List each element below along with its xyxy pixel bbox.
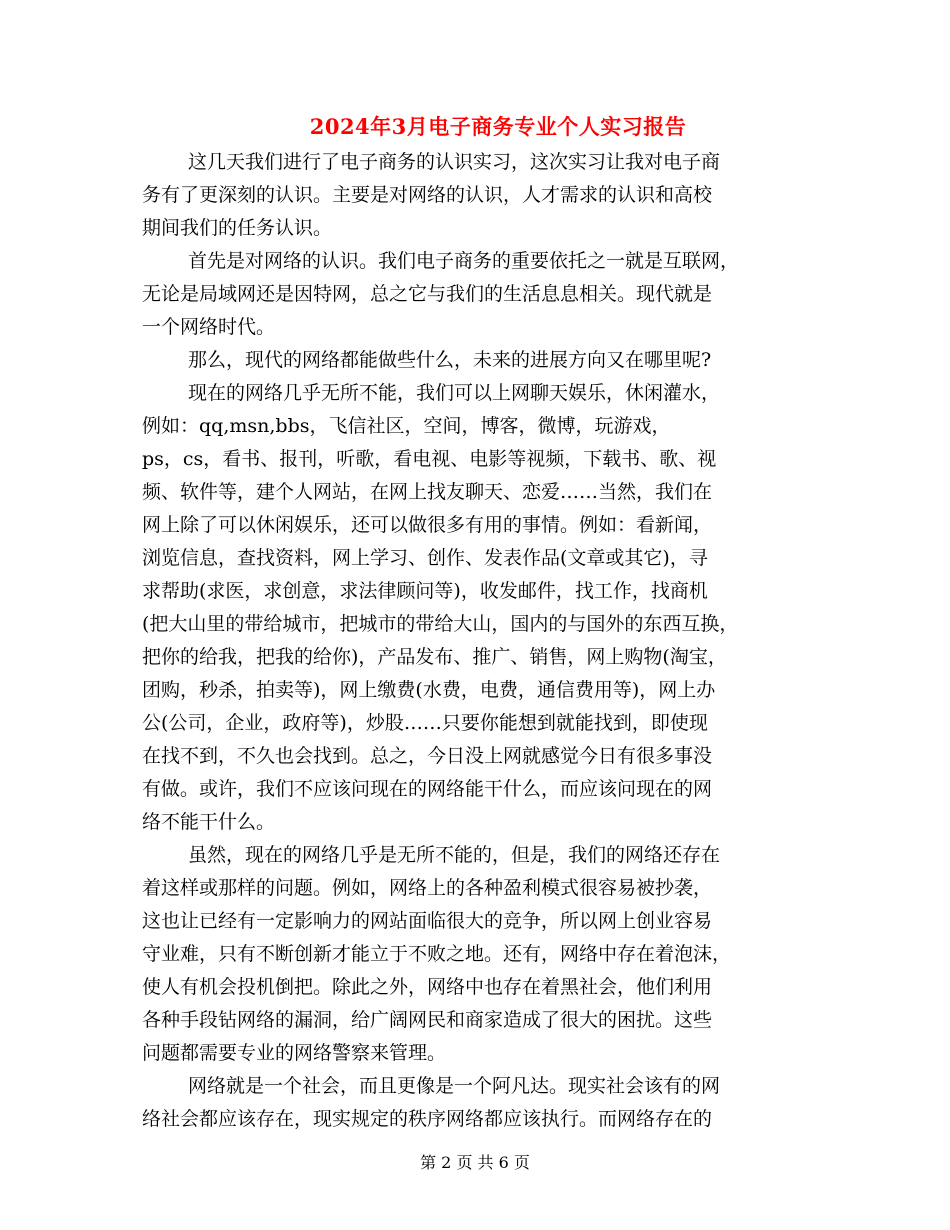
paragraph-line: 首先是对网络的认识。我们电子商务的重要依托之一就是互联网， <box>188 250 740 272</box>
paragraph-line: 期间我们的任务认识。 <box>142 217 333 239</box>
paragraph-line: 守业难，只有不断创新才能立于不败之地。还有，网络中存在着泡沫， <box>142 943 732 965</box>
paragraph-line: 着这样或那样的问题。例如，网络上的各种盈利模式很容易被抄袭， <box>142 877 713 899</box>
paragraph-line: 问题都需要专业的网络警察来管理。 <box>142 1042 447 1064</box>
page-number-footer: 第 2 页 共 6 页 <box>420 1153 530 1172</box>
paragraph-line: 公(公司，企业，政府等)，炒股……只要你能想到就能找到，即使现 <box>142 712 708 734</box>
paragraph-line: 现在的网络几乎无所不能，我们可以上网聊天娱乐，休闲灌水， <box>188 382 721 404</box>
paragraph-line: 一个网络时代。 <box>142 316 276 338</box>
paragraph-line: 各种手段钻网络的漏洞，给广阔网民和商家造成了很大的困扰。这些 <box>142 1009 713 1031</box>
paragraph-line: 把你的给我，把我的给你)，产品发布、推广、销售，网上购物(淘宝， <box>142 646 727 668</box>
paragraph-line: 团购，秒杀，拍卖等)，网上缴费(水费，电费，通信费用等)，网上办 <box>142 679 716 701</box>
paragraph-line: 例如：qq,msn,bbs，飞信社区，空间，博客，微博，玩游戏， <box>142 415 671 437</box>
paragraph-line: 务有了更深刻的认识。主要是对网络的认识，人才需求的认识和高校 <box>142 184 713 206</box>
paragraph-line: 那么，现代的网络都能做些什么，未来的进展方向又在哪里呢? <box>188 349 712 371</box>
paragraph-line: 使人有机会投机倒把。除此之外，网络中也存在着黑社会，他们利用 <box>142 976 713 998</box>
paragraph-line: 虽然，现在的网络几乎是无所不能的，但是，我们的网络还存在 <box>188 844 721 866</box>
document-title: 2024年3月电子商务专业个人实习报告 <box>309 114 687 139</box>
paragraph-line: 网络就是一个社会，而且更像是一个阿凡达。现实社会该有的网 <box>188 1075 721 1097</box>
paragraph-line: 有做。或许，我们不应该问现在的网络能干什么，而应该问现在的网 <box>142 778 713 800</box>
paragraph-line: ps，cs，看书、报刊，听歌，看电视、电影等视频，下载书、歌、视 <box>142 448 717 470</box>
paragraph-line: 络社会都应该存在，现实规定的秩序网络都应该执行。而网络存在的 <box>142 1108 713 1130</box>
paragraph-line: 在找不到，不久也会找到。总之，今日没上网就感觉今日有很多事没 <box>142 745 713 767</box>
paragraph-line: 频、软件等，建个人网站，在网上找友聊天、恋爱……当然，我们在 <box>142 481 713 503</box>
paragraph-line: (把大山里的带给城市，把城市的带给大山，国内的与国外的东西互换， <box>142 613 739 635</box>
paragraph-line: 这也让已经有一定影响力的网站面临很大的竞争，所以网上创业容易 <box>142 910 713 932</box>
paragraph-line: 这几天我们进行了电子商务的认识实习，这次实习让我对电子商 <box>188 151 721 173</box>
document-body <box>142 146 802 1136</box>
paragraph-line: 无论是局域网还是因特网，总之它与我们的生活息息相关。现代就是 <box>142 283 713 305</box>
paragraph-line: 浏览信息，查找资料，网上学习、创作、发表作品(文章或其它)，寻 <box>142 547 708 569</box>
paragraph-line: 网上除了可以休闲娱乐，还可以做很多有用的事情。例如：看新闻， <box>142 514 713 536</box>
paragraph-line: 络不能干什么。 <box>142 811 276 833</box>
paragraph-line: 求帮助(求医，求创意，求法律顾问等)，收发邮件，找工作，找商机 <box>142 580 708 602</box>
